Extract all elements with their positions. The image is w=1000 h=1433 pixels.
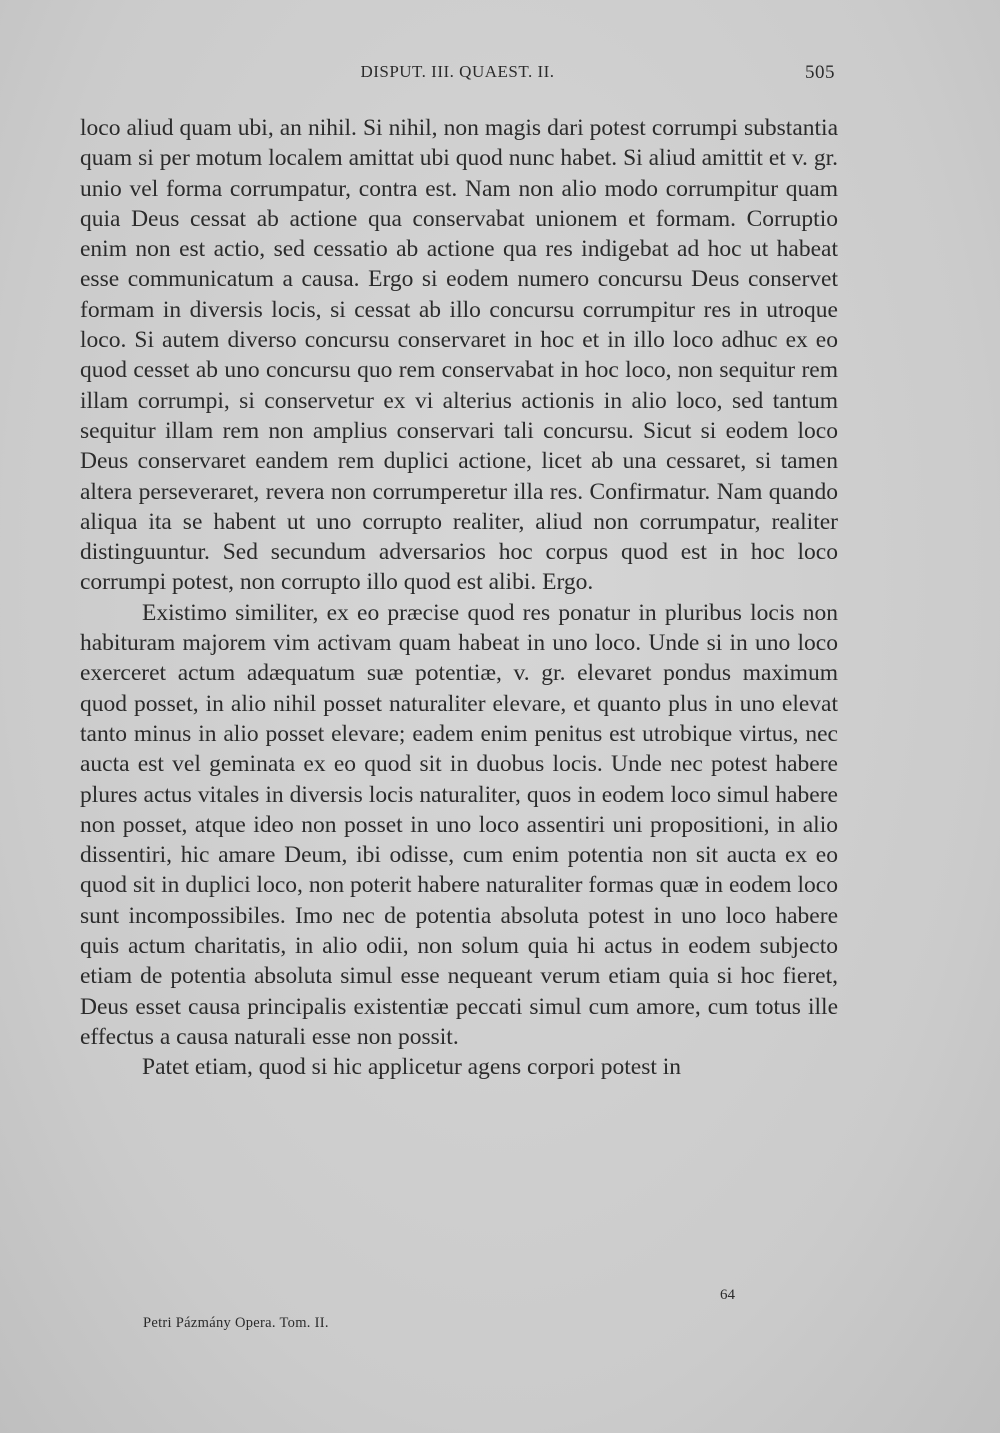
body-text <box>80 113 838 1083</box>
signature-mark: 64 <box>720 1287 735 1303</box>
running-head <box>80 62 835 90</box>
paragraph-1: loco aliud quam ubi, an nihil. Si nihil, non magis dari potest corrumpi substantia quam si per motum localem amittat ubi quod nunc habet. Si aliud amittit et v. gr. unio vel forma corrumpatur, contra est. Nam non alio modo corrumpitur quam quia Deus cessat ab actione qua conservabat unionem et formam. Corruptio enim non est actio, sed cessatio ab actione qua res indigebat ad hoc ut habeat esse communicatum a causa. Ergo si eodem numero concursu Deus conservet formam in diversis locis, si cessat ab illo concursu corrumpitur res in utroque loco. Si autem diverso concursu conservaret in hoc et in illo loco adhuc ex eo quod cesset ab uno concursu quo rem conservabat in hoc loco, non sequitur rem illam corrumpi, si conservetur ex vi alterius actionis in alio loco, sed tantum sequitur illam rem non amplius conservari tali concursu. Sicut si eodem loco Deus conservaret eandem rem duplici actione, licet ab una cessaret, si tamen altera perseveraret, revera non corrumperetur illa res. Confirmatur. Nam quando aliqua ita se habent ut uno corrupto realiter, aliud non corrumpatur, realiter distinguuntur. Sed secundum adversarios hoc corpus quod est in hoc loco corrumpi potest, non corrupto illo quod est alibi. Ergo. <box>80 115 838 596</box>
footer-book-title: Petri Pázmány Opera. Tom. II. <box>143 1315 329 1331</box>
paragraph-2: Existimo similiter, ex eo præcise quod res ponatur in pluribus locis non habituram majorem vim activam quam habeat in uno loco. Unde si in uno loco exerceret actum adæquatum suæ potentiæ, v. gr. elevaret pondus maximum quod posset, in alio nihil posset naturaliter elevare, et quanto plus in uno elevat tanto minus in alio posset elevare; eadem enim penitus est utrobique virtus, nec aucta est vel geminata ex eo quod sit in duobus locis. Unde nec potest habere plures actus vitales in diversis locis naturaliter, quos in eodem loco simul habere non posset, atque ideo non posset in uno loco assentiri uni propositioni, in alio dissentiri, hic amare Deum, ibi odisse, cum enim potentia non sit aucta ex eo quod sit in duplici loco, non poterit habere naturaliter formas quæ in eodem loco sunt incompossibiles. Imo nec de potentia absoluta potest in uno loco habere quis actum charitatis, in alio odii, non solum quia hi actus in eodem subjecto etiam de potentia absoluta simul esse nequeant verum etiam quia si hoc fieret, Deus esset causa principalis existentiæ peccati simul cum amore, cum totus ille effectus a causa naturali esse non possit. <box>80 599 838 1050</box>
page-number: 505 <box>805 62 835 83</box>
paragraph-3: Patet etiam, quod si hic applicetur agens corpori potest in <box>142 1054 682 1081</box>
running-title: DISPUT. III. QUAEST. II. <box>360 62 555 81</box>
